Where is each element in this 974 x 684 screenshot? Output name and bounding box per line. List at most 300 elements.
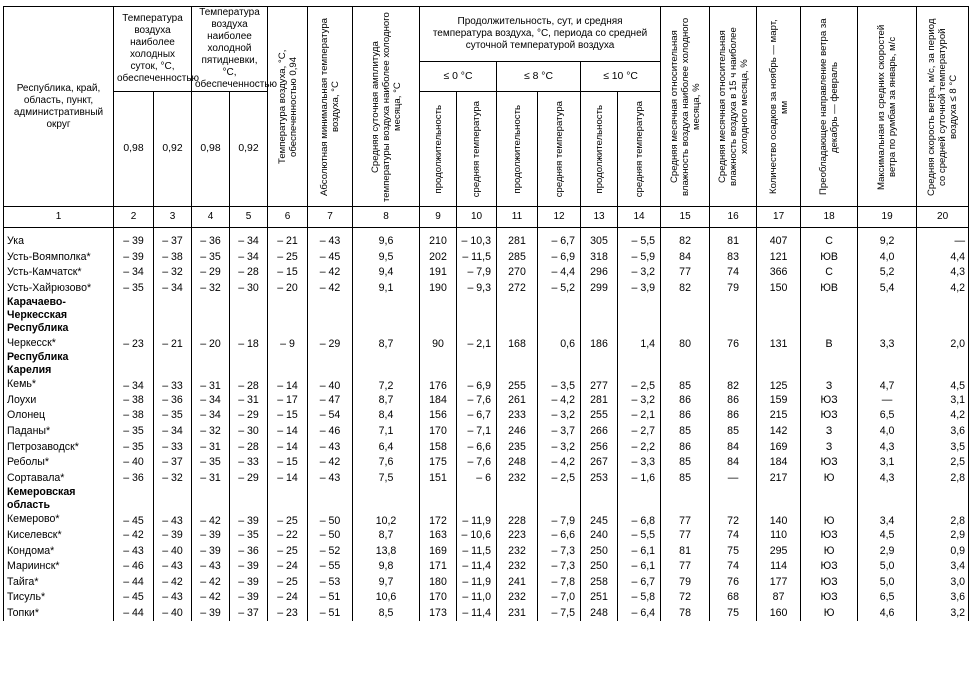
table-row	[4, 575, 969, 591]
table-cell: 86	[661, 408, 710, 424]
table-cell: 9,8	[353, 559, 420, 575]
table-cell: 77	[661, 265, 710, 281]
column-number: 14	[618, 207, 661, 228]
table-cell: 233	[497, 408, 538, 424]
table-cell: – 34	[154, 281, 192, 297]
table-cell: 258	[581, 575, 618, 591]
table-cell: 77	[661, 512, 710, 528]
table-cell: 177	[757, 575, 801, 591]
table-cell: – 5,2	[538, 281, 581, 297]
table-cell: 110	[757, 528, 801, 544]
column-number: 18	[801, 207, 858, 228]
table-cell: ЮВ	[801, 281, 858, 297]
table-cell: 160	[757, 606, 801, 622]
table-cell: 241	[497, 575, 538, 591]
table-cell	[154, 296, 192, 335]
table-cell: – 25	[268, 250, 308, 266]
table-cell: 9,4	[353, 265, 420, 281]
table-cell: – 52	[308, 543, 353, 559]
table-cell: – 39	[192, 543, 230, 559]
table-cell: 4,4	[917, 250, 969, 266]
table-cell: ЮЗ	[801, 455, 858, 471]
table-cell: 270	[497, 265, 538, 281]
column-number: 17	[757, 207, 801, 228]
table-cell	[801, 351, 858, 377]
table-cell: 5,0	[858, 559, 917, 575]
table-cell: – 31	[192, 439, 230, 455]
table-cell: 248	[581, 606, 618, 622]
table-cell: 266	[581, 424, 618, 440]
table-cell: 285	[497, 250, 538, 266]
table-cell: – 14	[268, 424, 308, 440]
table-cell: – 21	[154, 335, 192, 351]
table-cell: 2,5	[917, 455, 969, 471]
table-cell: 190	[420, 281, 457, 297]
table-cell: 281	[497, 228, 538, 250]
table-cell: 85	[661, 471, 710, 487]
table-cell: – 20	[192, 335, 230, 351]
table-cell	[858, 296, 917, 335]
table-cell	[581, 486, 618, 512]
table-cell: – 35	[114, 439, 154, 455]
table-cell: – 6,1	[618, 543, 661, 559]
table-cell: 86	[661, 439, 710, 455]
table-cell: – 11,5	[457, 250, 497, 266]
column-number: 7	[308, 207, 353, 228]
table-cell: 407	[757, 228, 801, 250]
table-cell	[268, 351, 308, 377]
header-prob-092: 0,92	[154, 92, 192, 207]
table-cell: 82	[661, 281, 710, 297]
table-cell: 87	[757, 590, 801, 606]
column-number: 5	[230, 207, 268, 228]
table-cell: 8,4	[353, 408, 420, 424]
table-cell: – 9	[268, 335, 308, 351]
table-cell: – 5,5	[618, 528, 661, 544]
table-cell	[858, 351, 917, 377]
table-cell: 232	[497, 471, 538, 487]
table-cell: – 24	[268, 590, 308, 606]
table-cell: – 15	[268, 265, 308, 281]
table-cell: – 32	[192, 281, 230, 297]
table-cell: – 7,9	[538, 512, 581, 528]
table-cell: 4,2	[917, 281, 969, 297]
table-cell: 0,6	[538, 335, 581, 351]
table-cell	[268, 486, 308, 512]
table-cell: – 37	[154, 455, 192, 471]
table-cell	[757, 351, 801, 377]
table-cell: 246	[497, 424, 538, 440]
table-cell: – 43	[308, 471, 353, 487]
table-cell: – 51	[308, 606, 353, 622]
table-cell: 184	[420, 393, 457, 409]
table-cell: – 50	[308, 528, 353, 544]
table-cell: 9,7	[353, 575, 420, 591]
table-cell: 75	[710, 543, 757, 559]
table-cell: – 23	[268, 606, 308, 622]
table-cell: С	[801, 228, 858, 250]
table-cell	[618, 486, 661, 512]
table-cell: ЮЗ	[801, 559, 858, 575]
table-row	[4, 590, 969, 606]
column-number: 15	[661, 207, 710, 228]
table-cell: – 31	[192, 471, 230, 487]
table-cell: 77	[661, 559, 710, 575]
table-cell: – 35	[192, 250, 230, 266]
table-cell: 131	[757, 335, 801, 351]
table-cell: 3,0	[917, 575, 969, 591]
table-cell: 318	[581, 250, 618, 266]
table-cell	[114, 351, 154, 377]
table-cell: 281	[581, 393, 618, 409]
table-cell: – 40	[308, 377, 353, 393]
table-cell: 3,5	[917, 439, 969, 455]
table-cell: 172	[420, 512, 457, 528]
location-name: Усть-Хайрюзово*	[4, 281, 114, 297]
table-cell: 83	[710, 250, 757, 266]
table-cell: – 6,6	[457, 439, 497, 455]
table-cell: 2,9	[858, 543, 917, 559]
table-cell: 74	[710, 265, 757, 281]
table-cell: – 39	[230, 575, 268, 591]
table-cell	[497, 296, 538, 335]
table-cell	[710, 296, 757, 335]
table-cell: 6,4	[353, 439, 420, 455]
table-cell: 215	[757, 408, 801, 424]
table-body	[4, 228, 969, 622]
table-cell: Ю	[801, 512, 858, 528]
table-cell	[710, 351, 757, 377]
table-cell: 4,5	[858, 528, 917, 544]
table-cell: – 6,8	[618, 512, 661, 528]
region-name: Карачаево-Черкесская Республика	[4, 296, 114, 335]
table-cell: – 42	[308, 281, 353, 297]
table-cell: —	[858, 393, 917, 409]
table-cell	[581, 296, 618, 335]
table-cell: – 55	[308, 559, 353, 575]
table-cell: – 11,9	[457, 512, 497, 528]
header-coldest-day: Температура воздуха наиболее холодных суток, °С, обеспеченностью	[114, 7, 192, 92]
table-cell: – 39	[114, 250, 154, 266]
table-cell: – 33	[154, 377, 192, 393]
table-cell: – 6,1	[618, 559, 661, 575]
table-cell: 3,1	[917, 393, 969, 409]
table-cell: – 29	[308, 335, 353, 351]
table-cell: 79	[710, 281, 757, 297]
table-cell: 72	[710, 512, 757, 528]
table-cell: – 3,9	[618, 281, 661, 297]
table-cell: 2,8	[917, 471, 969, 487]
table-cell: 4,0	[858, 250, 917, 266]
table-cell: 184	[757, 455, 801, 471]
table-cell: 299	[581, 281, 618, 297]
table-cell: – 10,3	[457, 228, 497, 250]
table-cell: 4,2	[917, 408, 969, 424]
table-cell: – 29	[230, 408, 268, 424]
table-cell: – 23	[114, 335, 154, 351]
location-name: Сортавала*	[4, 471, 114, 487]
table-row	[4, 455, 969, 471]
table-cell	[497, 486, 538, 512]
header-wind-avg: Средняя скорость ветра, м/с, за период со средней суточной температурой воздуха ≤ 8 °С	[917, 7, 969, 207]
table-cell: 170	[420, 424, 457, 440]
table-cell	[661, 296, 710, 335]
table-cell: – 54	[308, 408, 353, 424]
column-number: 9	[420, 207, 457, 228]
table-cell: – 36	[114, 471, 154, 487]
table-row	[4, 559, 969, 575]
table-cell: – 39	[230, 512, 268, 528]
header-precipitation: Количество осадков за ноябрь — март, мм	[757, 7, 801, 207]
table-cell	[538, 351, 581, 377]
table-cell: 150	[757, 281, 801, 297]
table-row	[4, 408, 969, 424]
table-row	[4, 250, 969, 266]
header-prob-098: 0,98	[114, 92, 154, 207]
table-cell	[192, 486, 230, 512]
table-cell: 7,6	[353, 455, 420, 471]
table-cell: – 40	[154, 543, 192, 559]
table-cell: Ю	[801, 543, 858, 559]
table-row	[4, 377, 969, 393]
table-cell: – 43	[308, 228, 353, 250]
header-abs-min: Абсолютная минимальная температура воздуха, °С	[308, 7, 353, 207]
table-cell: – 42	[154, 575, 192, 591]
location-name: Топки*	[4, 606, 114, 622]
table-cell: – 33	[154, 439, 192, 455]
table-cell: – 21	[268, 228, 308, 250]
header-avg-temp: средняя температура	[457, 92, 497, 207]
table-cell	[917, 486, 969, 512]
column-number: 4	[192, 207, 230, 228]
table-cell: – 45	[114, 590, 154, 606]
header-temp-094: Температура воздуха, °С, обеспеченностью 0,94	[268, 7, 308, 207]
header-duration-group: Продолжительность, сут, и средняя температура воздуха, °С, периода со средней суточной температурой воздуха	[420, 7, 661, 62]
table-cell: – 29	[230, 471, 268, 487]
table-cell: 296	[581, 265, 618, 281]
table-cell: 4,6	[858, 606, 917, 622]
table-cell	[308, 486, 353, 512]
table-cell: С	[801, 265, 858, 281]
table-cell: 158	[420, 439, 457, 455]
column-number: 19	[858, 207, 917, 228]
table-cell: – 34	[230, 250, 268, 266]
table-row	[4, 606, 969, 622]
table-cell: 151	[420, 471, 457, 487]
table-cell	[192, 351, 230, 377]
table-cell: 240	[581, 528, 618, 544]
table-cell: – 15	[268, 408, 308, 424]
table-cell: – 24	[268, 559, 308, 575]
table-cell: – 2,5	[538, 471, 581, 487]
table-cell: – 40	[154, 606, 192, 622]
table-row	[4, 281, 969, 297]
table-cell: – 2,5	[618, 377, 661, 393]
table-cell: – 5,9	[618, 250, 661, 266]
table-cell: ЮЗ	[801, 393, 858, 409]
region-name: Республика Карелия	[4, 351, 114, 377]
table-cell: 251	[581, 590, 618, 606]
table-cell: – 14	[268, 377, 308, 393]
table-cell: 76	[710, 335, 757, 351]
table-cell: – 33	[230, 455, 268, 471]
table-cell: – 28	[230, 439, 268, 455]
table-cell: – 5,8	[618, 590, 661, 606]
location-name: Киселевск*	[4, 528, 114, 544]
table-cell: 232	[497, 543, 538, 559]
table-cell: 9,5	[353, 250, 420, 266]
location-name: Черкесск*	[4, 335, 114, 351]
table-cell: 169	[420, 543, 457, 559]
table-cell: – 43	[308, 439, 353, 455]
table-cell: – 46	[308, 424, 353, 440]
table-cell: – 7,5	[538, 606, 581, 622]
table-cell: – 35	[230, 528, 268, 544]
table-cell: 85	[661, 377, 710, 393]
table-cell: 9,6	[353, 228, 420, 250]
table-cell: – 40	[114, 455, 154, 471]
table-cell: – 6,6	[538, 528, 581, 544]
table-row	[4, 393, 969, 409]
table-cell: Ю	[801, 606, 858, 622]
table-cell: 191	[420, 265, 457, 281]
table-cell: 223	[497, 528, 538, 544]
table-cell: 74	[710, 528, 757, 544]
table-cell: – 4,2	[538, 455, 581, 471]
location-name: Кемерово*	[4, 512, 114, 528]
table-cell: – 42	[308, 455, 353, 471]
table-cell: – 29	[192, 265, 230, 281]
table-cell: ЮВ	[801, 250, 858, 266]
region-row	[4, 351, 969, 377]
table-cell: – 7,1	[457, 424, 497, 440]
table-cell: 2,0	[917, 335, 969, 351]
table-cell: 114	[757, 559, 801, 575]
table-cell: – 39	[230, 559, 268, 575]
table-cell: – 31	[230, 393, 268, 409]
table-cell: 5,2	[858, 265, 917, 281]
table-cell: – 43	[154, 559, 192, 575]
header-amplitude: Средняя суточная амплитуда температуры воздуха наиболее холодного месяца, °С	[353, 7, 420, 207]
table-cell: – 3,3	[618, 455, 661, 471]
table-row	[4, 335, 969, 351]
column-number: 16	[710, 207, 757, 228]
table-cell	[917, 296, 969, 335]
table-cell: ЮЗ	[801, 528, 858, 544]
table-cell: – 3,5	[538, 377, 581, 393]
table-cell	[618, 296, 661, 335]
table-cell: 250	[581, 543, 618, 559]
table-cell: 5,0	[858, 575, 917, 591]
table-row	[4, 543, 969, 559]
location-name: Реболы*	[4, 455, 114, 471]
header-avg-temp: средняя температура	[538, 92, 581, 207]
table-cell: ЮЗ	[801, 575, 858, 591]
table-cell: – 30	[230, 281, 268, 297]
table-cell: 3,3	[858, 335, 917, 351]
table-cell: – 7,3	[538, 543, 581, 559]
table-cell: – 6,7	[618, 575, 661, 591]
table-cell: 7,1	[353, 424, 420, 440]
table-cell	[710, 486, 757, 512]
table-cell: – 9,3	[457, 281, 497, 297]
table-cell: 4,0	[858, 424, 917, 440]
table-cell: 3,2	[917, 606, 969, 622]
table-cell: 232	[497, 590, 538, 606]
table-cell: – 3,2	[538, 408, 581, 424]
table-cell	[308, 351, 353, 377]
location-name: Кемь*	[4, 377, 114, 393]
column-number: 10	[457, 207, 497, 228]
table-cell: 3,6	[917, 424, 969, 440]
table-cell: 168	[497, 335, 538, 351]
table-cell: 10,6	[353, 590, 420, 606]
table-cell: 8,5	[353, 606, 420, 622]
column-number: 2	[114, 207, 154, 228]
table-cell: 253	[581, 471, 618, 487]
table-cell: 10,2	[353, 512, 420, 528]
table-cell: 79	[661, 575, 710, 591]
table-cell	[353, 486, 420, 512]
table-cell	[538, 486, 581, 512]
table-cell: 261	[497, 393, 538, 409]
table-cell: 250	[581, 559, 618, 575]
table-cell: – 31	[192, 377, 230, 393]
table-cell	[154, 486, 192, 512]
header-t8: ≤ 8 °С	[497, 62, 581, 92]
table-cell: 84	[710, 439, 757, 455]
table-cell	[538, 296, 581, 335]
table-cell: – 3,7	[538, 424, 581, 440]
table-cell: 0,9	[917, 543, 969, 559]
table-cell: 235	[497, 439, 538, 455]
table-cell: – 43	[154, 512, 192, 528]
table-cell: 84	[661, 250, 710, 266]
table-cell: 232	[497, 559, 538, 575]
table-row	[4, 528, 969, 544]
table-cell: 255	[581, 408, 618, 424]
table-cell: – 50	[308, 512, 353, 528]
table-cell: – 38	[154, 250, 192, 266]
table-cell: 72	[661, 590, 710, 606]
header-coldest-five-day: Температура воздуха наиболее холодной пятидневки, °С, обеспеченностью	[192, 7, 268, 92]
table-cell: – 43	[114, 543, 154, 559]
table-cell: 2,8	[917, 512, 969, 528]
table-cell: 74	[710, 559, 757, 575]
table-cell: – 4,2	[538, 393, 581, 409]
location-name: Петрозаводск*	[4, 439, 114, 455]
table-cell: – 11,9	[457, 575, 497, 591]
table-cell: – 39	[114, 228, 154, 250]
column-number: 12	[538, 207, 581, 228]
location-name: Ука	[4, 228, 114, 250]
table-cell: 202	[420, 250, 457, 266]
table-cell: 272	[497, 281, 538, 297]
table-cell: 170	[420, 590, 457, 606]
table-row	[4, 512, 969, 528]
table-cell: – 35	[192, 455, 230, 471]
table-cell: 13,8	[353, 543, 420, 559]
table-cell: – 3,2	[618, 393, 661, 409]
table-cell: З	[801, 439, 858, 455]
table-row	[4, 265, 969, 281]
table-cell: З	[801, 424, 858, 440]
table-cell: – 32	[154, 471, 192, 487]
table-cell: – 39	[192, 528, 230, 544]
region-row	[4, 486, 969, 512]
table-cell: – 36	[192, 228, 230, 250]
table-cell: 81	[710, 228, 757, 250]
